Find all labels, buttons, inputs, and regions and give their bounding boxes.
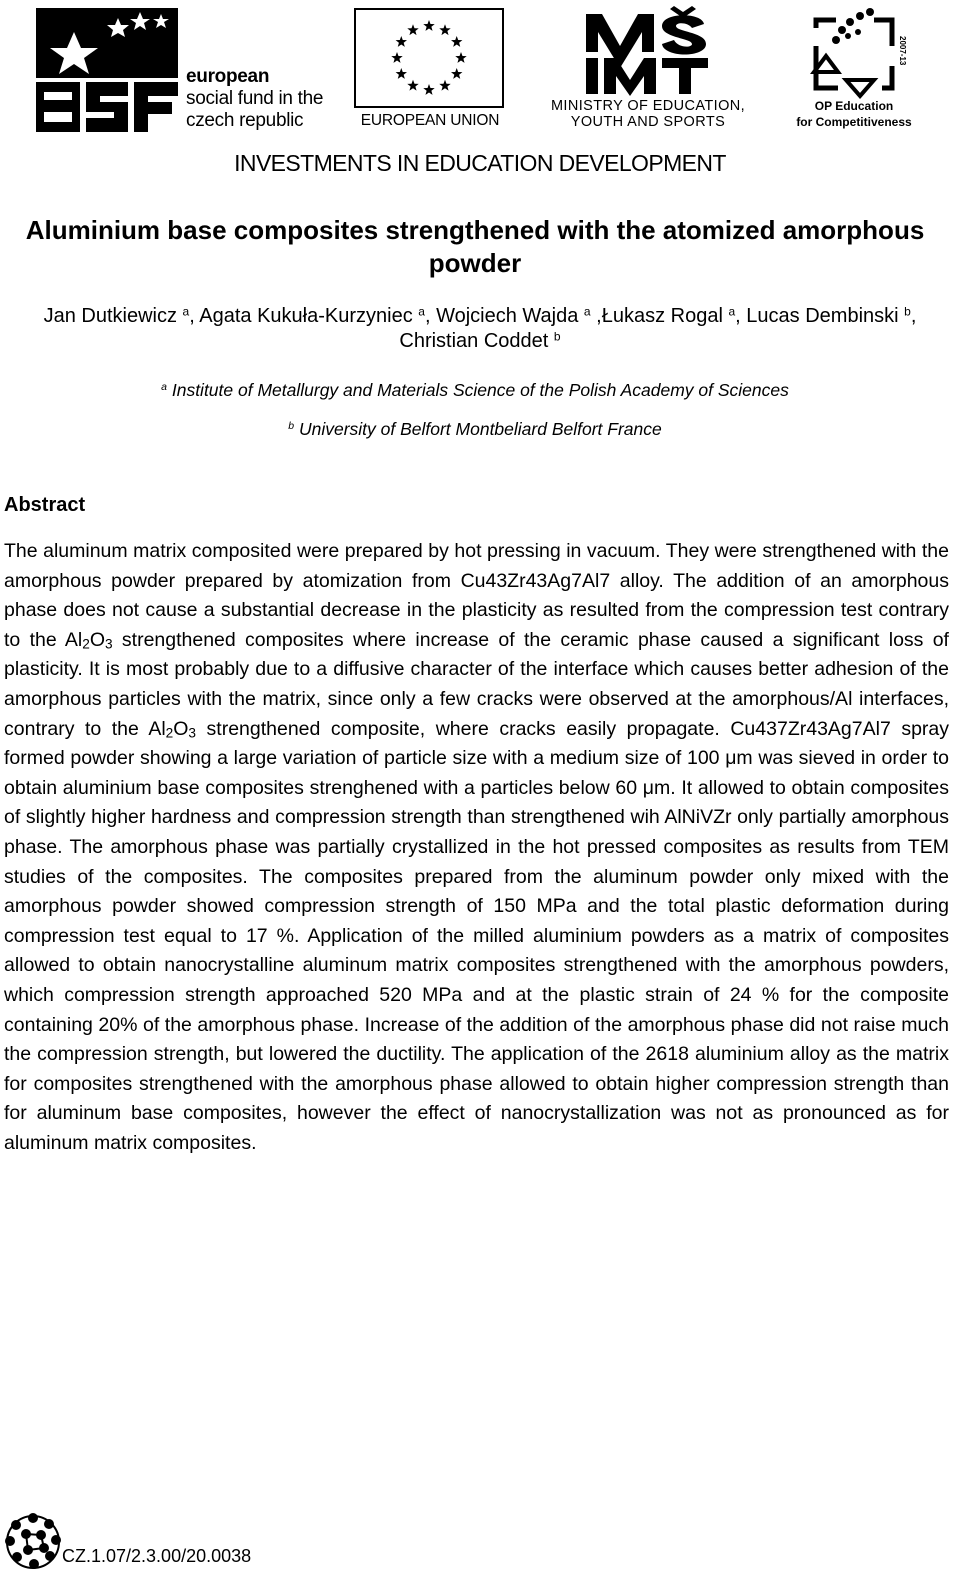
author-affiliation-mark: a (583, 304, 591, 319)
abstract-text: . It allowed to obtain composites of slightly higher hardness and compression strength than strengthened wih AlNiVZr only partially amorphous phase. The amorphous phase was partially crystallized in the hot pressed composites as results from TEM studies of the composites. The composites prepared from the aluminum powder only mixed with the amorphous powder showed compression strength of 150 MPa and the total plastic deformation during compression test equal to 17 %. Application of the milled aluminium powders as a matrix of composites allowed to obtain nanocrystalline aluminum matrix composites strengthened with the amorphous powders, which compression strength approached 520 MPa and at the plastic strain of 24 % for the composite containing 20% of the amorphous phase. Increase of the addition of the amorphous phase did not raise much the compression strength, but lowered the ductility. The application of the 2618 aluminium alloy as the matrix for composites strengthened with the amorphous phase allowed to obtain higher compression strength than for aluminum base composites, however the effect of nanocrystallization was not as pronounced as for aluminum matrix composites. (4, 776, 949, 1154)
author-name: Wojciech Wajda (436, 305, 584, 327)
msmt-logo (520, 6, 780, 131)
author-name: Agata Kukuła-Kurzyniec (199, 305, 419, 327)
op-year-label: 2007-13 (898, 36, 907, 66)
author-affiliation-mark: a (728, 304, 736, 319)
author-affiliation-mark: b (553, 329, 561, 344)
msmt-text-line-1: MINISTRY OF EDUCATION, (550, 98, 746, 114)
esf-text-line-1: european (186, 66, 270, 87)
affiliation-text: Institute of Metallurgy and Materials Science of the Polish Academy of Sciences (171, 380, 789, 400)
op-text-line-2: for Competitiveness (796, 115, 912, 129)
affiliation-text: University of Belfort Montbeliard Belfort France (298, 419, 662, 439)
op-mark-icon (808, 6, 907, 98)
abstract-text: was sieved in order to obtain aluminium base composites strenghened with a particles below 60 (4, 747, 949, 799)
abstract-paragraph (4, 537, 949, 1158)
molecule-icon (4, 1510, 62, 1580)
eu-logo (354, 8, 506, 133)
chemical-formula: $Al_2O_3$ (64, 628, 113, 652)
eu-label: EUROPEAN UNION (360, 112, 500, 129)
abstract-text: The aluminum matrix composited were prepared by hot pressing in vacuum. They were strengthened with the amorphous powder prepared by atomization from Cu43Zr43Ag7Al7 alloy. The addition of an amorphous phase does not cause a substantial decrease in the plasticity as resulted from the compression test contrary to the (4, 540, 949, 651)
op-text-line-1: OP Education (814, 99, 894, 113)
abstract-heading: Abstract (4, 494, 86, 516)
author-name: Lucas Dembinski (746, 305, 905, 327)
project-code: CZ.1.07/2.3.00/20.0038 (62, 1546, 252, 1566)
abstract-text: strengthened composites where increase of the ceramic phase caused a significant loss of plasticity. It is most probably due to a diffusive character of the interface which causes better adhesion of the amorphous particles with the matrix, since only a few cracks were observed at the amorphous/Al interfaces, contrary to the (4, 628, 949, 740)
msmt-text-line-2: YOUTH AND SPORTS (570, 114, 726, 130)
affiliation-a (20, 380, 930, 401)
abstract-text: strengthened composite, where cracks easily propagate. Cu437Zr43Ag7Al7 spray formed powder showing a large variation of particle size with a medium size of 100 (4, 717, 949, 770)
author-name: Łukasz Rogal (601, 305, 729, 327)
author-affiliation-mark: a (418, 304, 425, 319)
abstract-body (4, 537, 949, 1158)
esf-text (186, 66, 323, 132)
affiliation-mark: a (161, 381, 167, 394)
tagline: INVESTMENTS IN EDUCATION DEVELOPMENT (234, 150, 726, 176)
esf-logo (36, 8, 346, 133)
affiliation-mark: b (288, 420, 295, 433)
msmt-mark-icon (582, 6, 712, 96)
author-list: Jan Dutkiewicz $^a$, Agata Kukuła-Kurzyniec $^a$, Wojciech Wajda $^a$ ,Łukasz Rogal $^a$, Lucas Dembinski $^b$, Christian Coddet $^b$ (43, 304, 917, 352)
msmt-text (520, 98, 776, 130)
logo-band (0, 0, 960, 180)
esf-graphic (36, 8, 178, 133)
esf-text-line-2: social fund in the (186, 88, 324, 109)
author-affiliation-mark: a (182, 304, 190, 319)
author-name: Jan Dutkiewicz (43, 305, 183, 327)
unit-micrometer: μm (725, 747, 753, 770)
author-name: Christian Coddet (399, 330, 554, 352)
unit-micrometer: μm (642, 776, 671, 799)
paper-title: Aluminium base composites strengthened with the atomized amorphous powder (25, 215, 925, 278)
eu-stars-flag-icon (354, 8, 504, 108)
affiliation-b (20, 419, 930, 440)
op-logo (790, 6, 920, 134)
op-text (790, 98, 918, 130)
chemical-formula: $Al_2O_3$ (148, 717, 197, 741)
author-affiliation-mark: b (904, 304, 911, 319)
esf-text-line-3: czech republic (186, 110, 304, 131)
